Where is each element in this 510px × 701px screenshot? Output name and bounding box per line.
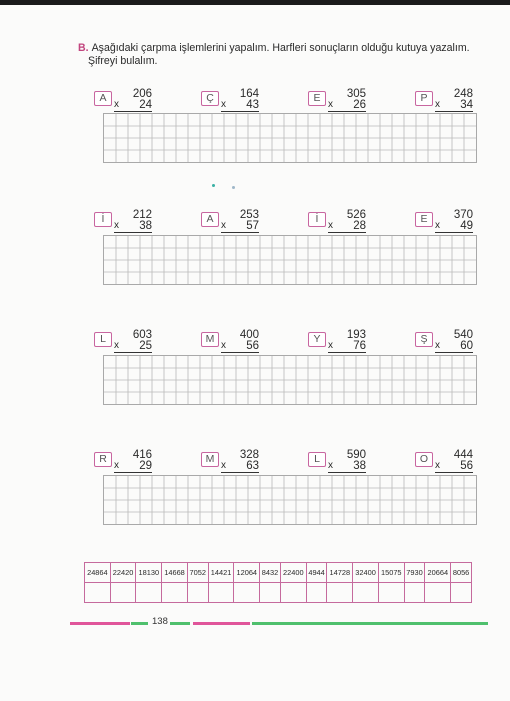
top-edge-bar	[0, 0, 510, 5]
multiplicand: 305	[346, 88, 366, 100]
letter-box: E	[415, 212, 433, 227]
answer-cell: 14728	[327, 563, 353, 583]
multiplier: 57	[246, 220, 259, 232]
multiply-sign: x	[328, 460, 333, 471]
grid-lines	[104, 114, 476, 162]
answer-cell: 4944	[306, 563, 327, 583]
multiply-sign: x	[114, 340, 119, 351]
letter-box: E	[308, 91, 326, 106]
multiplier-line	[435, 220, 473, 233]
footer-line-green	[252, 622, 488, 625]
multiplier: 38	[139, 220, 152, 232]
multiplier: 60	[460, 340, 473, 352]
work-grid[interactable]	[103, 113, 477, 163]
multiplicand: 248	[453, 88, 473, 100]
letter-cell[interactable]	[85, 583, 111, 603]
multiplier-line	[114, 460, 152, 473]
letter-cell[interactable]	[110, 583, 136, 603]
answer-cell: 15075	[378, 563, 404, 583]
letter-box: İ	[94, 212, 112, 227]
letter-cell[interactable]	[260, 583, 281, 603]
multiplicand: 590	[346, 449, 366, 461]
multiplier-line	[114, 220, 152, 233]
multiplicand: 206	[132, 88, 152, 100]
instruction	[78, 42, 478, 68]
letter-cell[interactable]	[162, 583, 188, 603]
multiplicand: 400	[239, 329, 259, 341]
letter-cell[interactable]	[425, 583, 451, 603]
multiply-sign: x	[114, 99, 119, 110]
multiplier: 38	[353, 460, 366, 472]
letter-box: R	[94, 452, 112, 467]
print-speck	[212, 184, 215, 187]
multiplicand: 370	[453, 209, 473, 221]
multiplier-line	[435, 99, 473, 112]
multiplier: 29	[139, 460, 152, 472]
letter-box: L	[308, 452, 326, 467]
answer-cell: 7930	[404, 563, 425, 583]
letter-cell[interactable]	[353, 583, 379, 603]
print-speck	[232, 186, 235, 189]
multiplier-line	[221, 220, 259, 233]
multiplicand: 444	[453, 449, 473, 461]
multiply-sign: x	[114, 220, 119, 231]
instruction-line-1: Aşağıdaki çarpma işlemlerini yapalım. Harfleri sonuçların olduğu kutuya yazalım.	[91, 42, 470, 54]
multiplier: 24	[139, 99, 152, 111]
answer-cell: 32400	[353, 563, 379, 583]
multiplicand: 164	[239, 88, 259, 100]
letter-cell[interactable]	[187, 583, 208, 603]
grid-lines	[104, 476, 476, 524]
grid-lines	[104, 356, 476, 404]
multiplier: 34	[460, 99, 473, 111]
multiplier-line	[435, 340, 473, 353]
multiplier: 63	[246, 460, 259, 472]
footer-line-pink	[193, 622, 250, 625]
answer-cell: 18130	[136, 563, 162, 583]
multiplicand: 328	[239, 449, 259, 461]
multiplier: 43	[246, 99, 259, 111]
multiply-sign: x	[114, 460, 119, 471]
footer-line-green	[131, 622, 148, 625]
grid-lines	[104, 236, 476, 284]
multiplicand: 603	[132, 329, 152, 341]
letter-box: Ş	[415, 332, 433, 347]
multiplicand: 253	[239, 209, 259, 221]
multiplier: 76	[353, 340, 366, 352]
work-grid[interactable]	[103, 235, 477, 285]
answer-cell: 14421	[208, 563, 234, 583]
multiplicand: 540	[453, 329, 473, 341]
letter-cell[interactable]	[378, 583, 404, 603]
multiply-sign: x	[328, 220, 333, 231]
multiply-sign: x	[435, 460, 440, 471]
multiplier: 25	[139, 340, 152, 352]
multiplier: 28	[353, 220, 366, 232]
letter-box: M	[201, 332, 219, 347]
footer-line-pink	[70, 622, 130, 625]
letter-box: L	[94, 332, 112, 347]
multiplier-line	[221, 340, 259, 353]
multiplier-line	[328, 340, 366, 353]
letter-box: A	[201, 212, 219, 227]
letter-box: Y	[308, 332, 326, 347]
multiplier: 49	[460, 220, 473, 232]
answer-cell: 20664	[425, 563, 451, 583]
letter-cell[interactable]	[327, 583, 353, 603]
multiplier: 26	[353, 99, 366, 111]
footer-line-green	[170, 622, 190, 625]
multiplier-line	[328, 220, 366, 233]
answer-cell: 22420	[110, 563, 136, 583]
answer-cell: 22400	[280, 563, 306, 583]
page-number: 138	[152, 616, 168, 627]
answer-cell: 14668	[162, 563, 188, 583]
section-letter: B.	[78, 42, 89, 54]
work-grid[interactable]	[103, 355, 477, 405]
letter-cell[interactable]	[306, 583, 327, 603]
multiplier-line	[221, 99, 259, 112]
multiplier-line	[114, 340, 152, 353]
multiplier-line	[328, 99, 366, 112]
multiply-sign: x	[221, 340, 226, 351]
multiply-sign: x	[435, 220, 440, 231]
answer-cell: 12064	[234, 563, 260, 583]
multiply-sign: x	[435, 99, 440, 110]
multiplier-line	[221, 460, 259, 473]
multiply-sign: x	[328, 340, 333, 351]
letter-cell[interactable]	[136, 583, 162, 603]
letter-box: İ	[308, 212, 326, 227]
multiplier-line	[328, 460, 366, 473]
multiply-sign: x	[221, 460, 226, 471]
answer-cell: 7052	[187, 563, 208, 583]
cipher-table	[84, 562, 472, 603]
work-grid[interactable]	[103, 475, 477, 525]
multiplier-line	[114, 99, 152, 112]
answer-cell: 8432	[260, 563, 281, 583]
letter-box: M	[201, 452, 219, 467]
letter-row	[85, 583, 472, 603]
answer-cell: 24864	[85, 563, 111, 583]
multiply-sign: x	[221, 99, 226, 110]
multiply-sign: x	[328, 99, 333, 110]
multiplier: 56	[460, 460, 473, 472]
instruction-line-2: Şifreyi bulalım.	[88, 55, 158, 67]
multiplicand: 526	[346, 209, 366, 221]
answer-cell: 8056	[451, 563, 472, 583]
multiplier-line	[435, 460, 473, 473]
multiplicand: 212	[132, 209, 152, 221]
multiplicand: 193	[346, 329, 366, 341]
letter-box: Ç	[201, 91, 219, 106]
letter-box: P	[415, 91, 433, 106]
multiplier: 56	[246, 340, 259, 352]
multiply-sign: x	[221, 220, 226, 231]
letter-cell[interactable]	[234, 583, 260, 603]
letter-cell[interactable]	[451, 583, 472, 603]
letter-cell[interactable]	[208, 583, 234, 603]
multiplicand: 416	[132, 449, 152, 461]
multiply-sign: x	[435, 340, 440, 351]
letter-box: A	[94, 91, 112, 106]
letter-cell[interactable]	[280, 583, 306, 603]
letter-box: O	[415, 452, 433, 467]
answers-row	[85, 563, 472, 583]
letter-cell[interactable]	[404, 583, 425, 603]
